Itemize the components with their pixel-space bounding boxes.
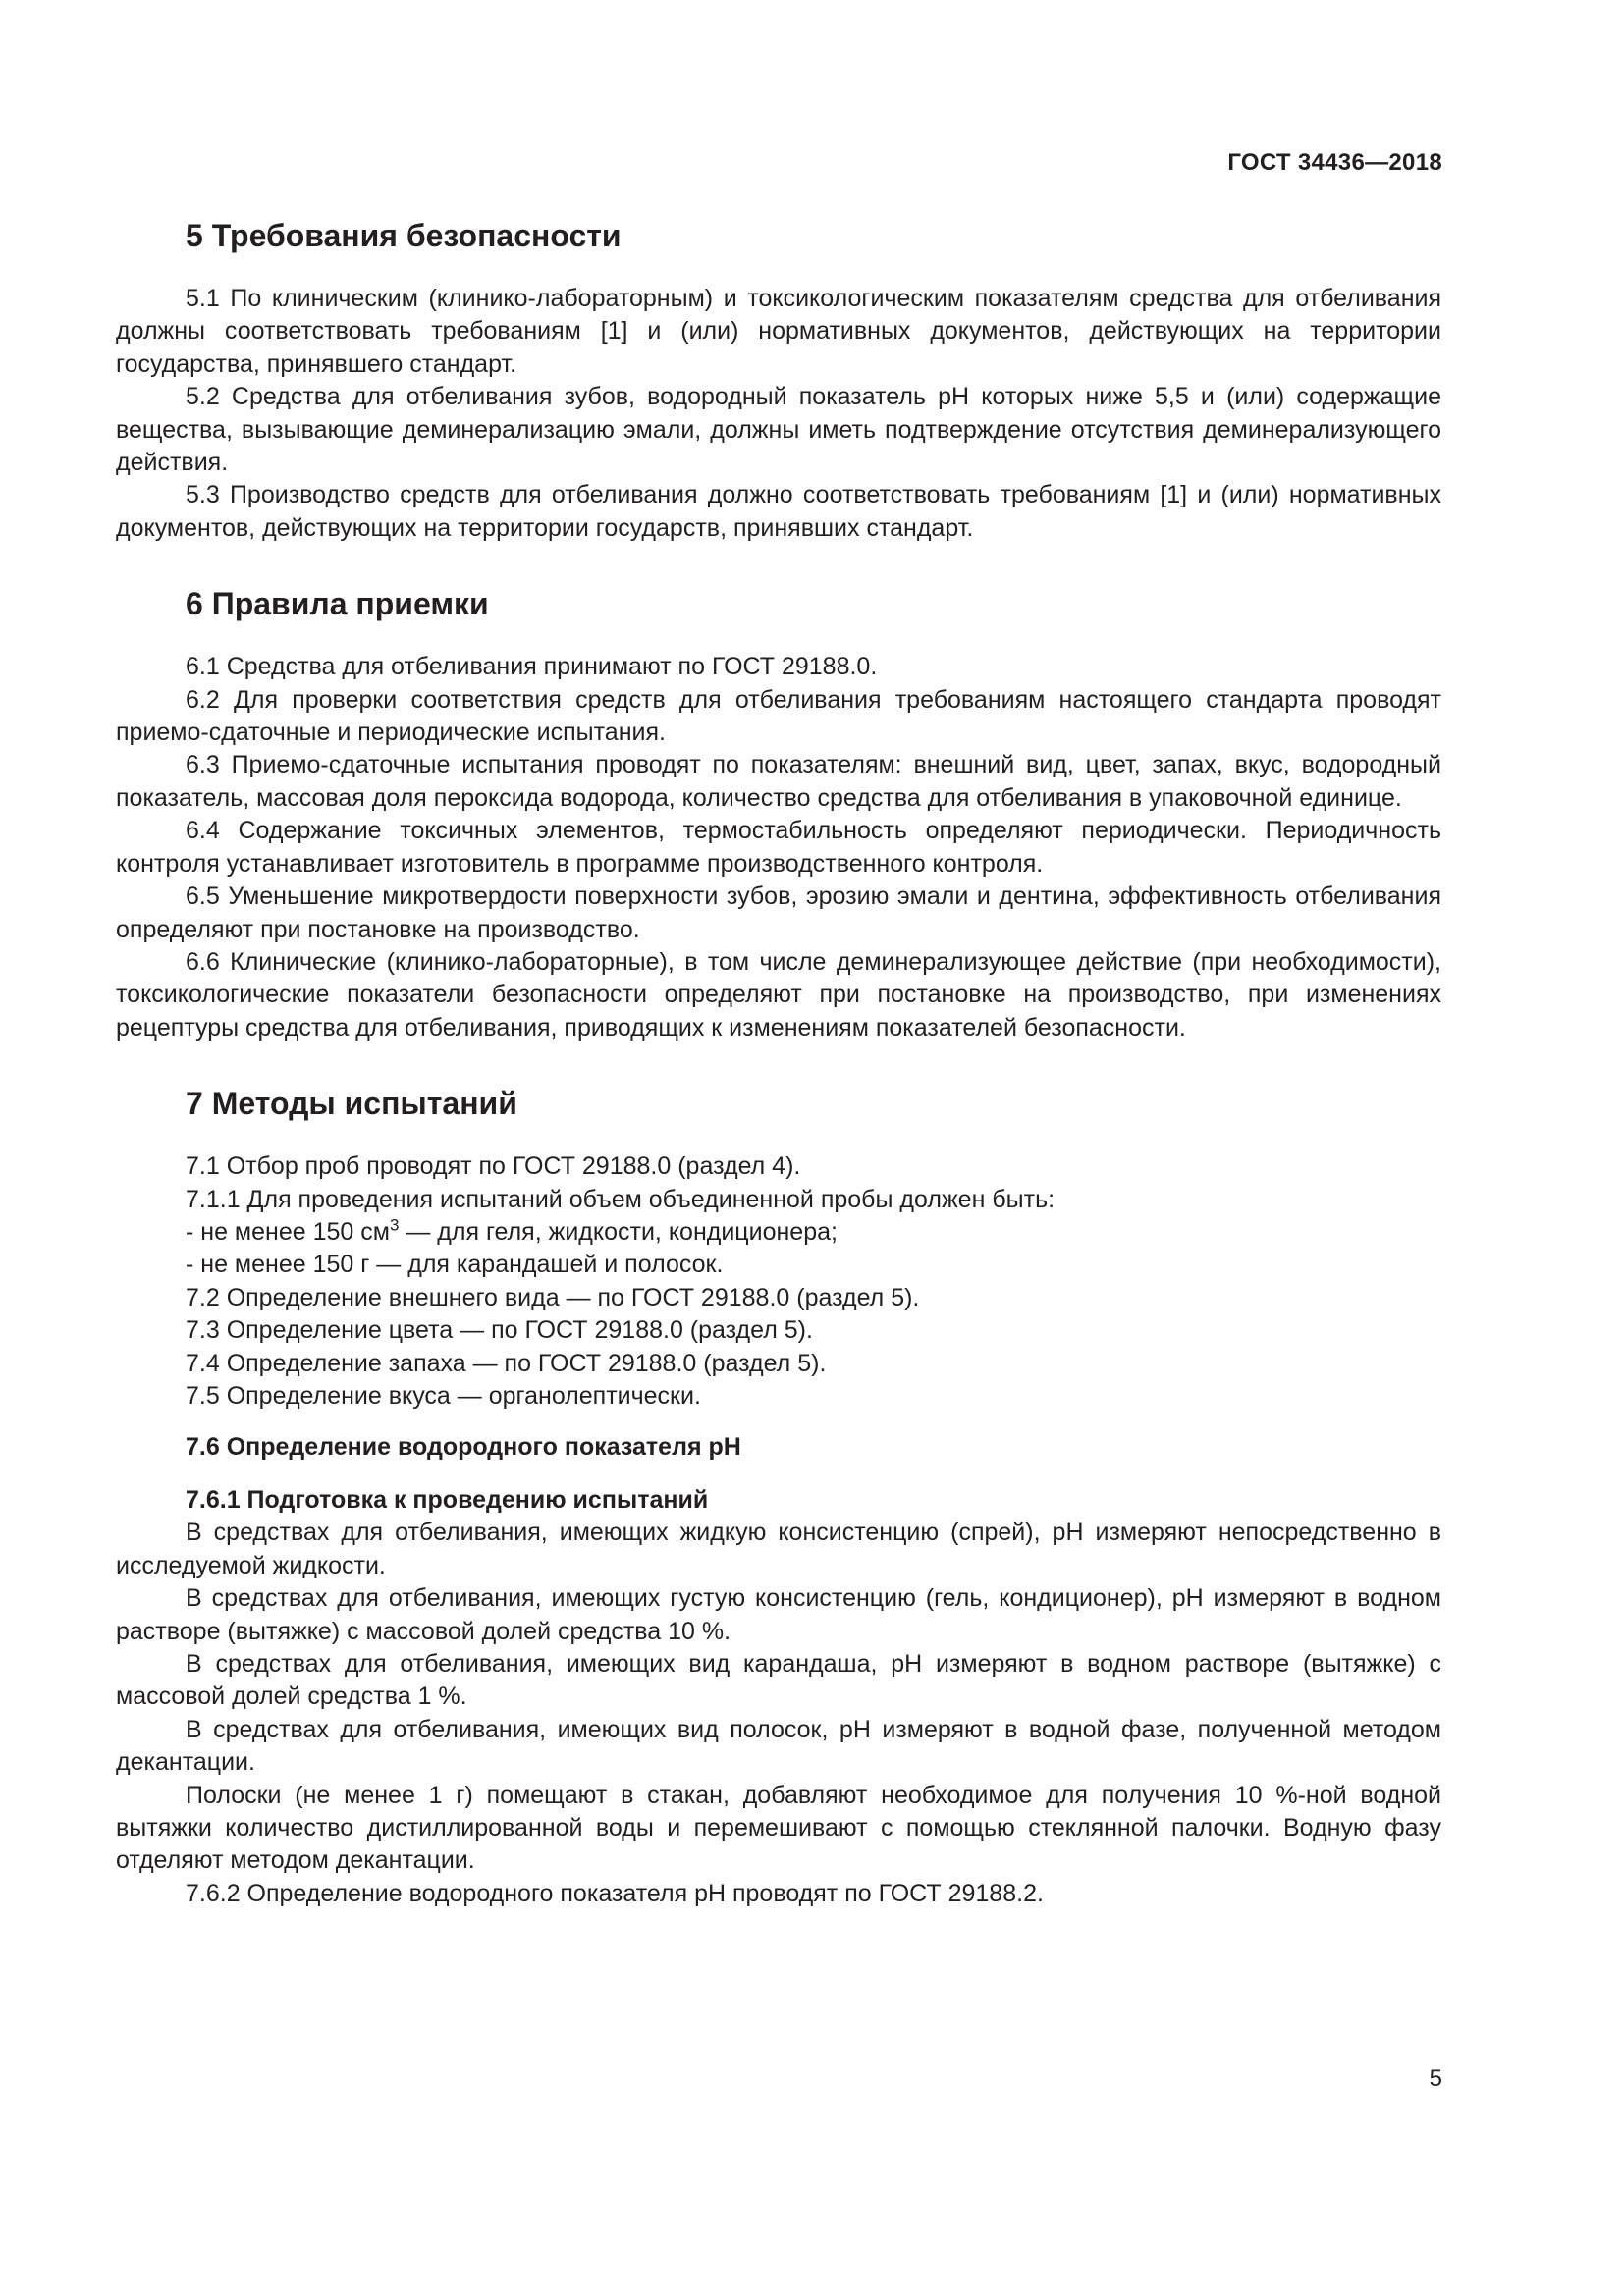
list-item-volume-text: - не менее 150 см: [186, 1217, 390, 1246]
section-5-title: 5 Требования безопасности: [186, 218, 622, 253]
paragraph-6-3: 6.3 Приемо-сдаточные испытания проводят по показателям: внешний вид, цвет, запах, вкус, водородный показатель, массовая доля пероксида водорода, количество средства для отбеливания в упаковочной единице.: [116, 751, 1441, 812]
paragraph-6-6: 6.6 Клинические (клинико-лабораторные), в том числе деминерализующее действие (при необходимости), токсикологические показатели безопасности определяют при постановке на производство, при изменениях рецептуры средства для отбеливания, приводящих к изменениям показателей безопасности.: [116, 947, 1441, 1041]
document-code-header: ГОСТ 34436—2018: [1227, 149, 1442, 176]
paragraph-7-1-1: 7.1.1 Для проведения испытаний объем объединенной пробы должен быть:: [186, 1185, 1056, 1213]
list-item-volume-rest: — для геля, жидкости, кондиционера;: [399, 1217, 838, 1246]
paragraph-5-2: 5.2 Средства для отбеливания зубов, водородный показатель pH которых ниже 5,5 и (или) содержащие вещества, вызывающие деминерализацию эмали, должны иметь подтверждение отсутствия деминерализующего действия.: [116, 383, 1441, 477]
paragraph-7-4: 7.4 Определение запаха — по ГОСТ 29188.0 (раздел 5).: [186, 1349, 827, 1377]
paragraph-6-1: 6.1 Средства для отбеливания принимают по ГОСТ 29188.0.: [186, 653, 878, 681]
list-item-volume: [116, 1216, 1441, 1249]
paragraph-strips: В средствах для отбеливания, имеющих вид полосок, pH измеряют в водной фазе, полученной методом декантации.: [116, 1715, 1441, 1777]
section-7-title: 7 Методы испытаний: [186, 1086, 517, 1122]
page-body: [116, 214, 1441, 1910]
paragraph-5-1: 5.1 По клиническим (клинико-лабораторным) и токсикологическим показателям средства для отбеливания должны соответствовать требованиям [1] и (или) нормативных документов, действующих на территории государства, принявшего стандарт.: [116, 285, 1441, 378]
paragraph-6-4: 6.4 Содержание токсичных элементов, термостабильность определяют периодически. Периодичность контроля устанавливает изготовитель в программе производственного контроля.: [116, 817, 1441, 878]
page-number: 5: [1429, 2065, 1442, 2092]
paragraph-gel: В средствах для отбеливания, имеющих густую консистенцию (гель, кондиционер), pH измеряют в водном растворе (вытяжке) с массовой долей средства 10 %.: [116, 1584, 1441, 1645]
paragraph-7-6-2: 7.6.2 Определение водородного показателя pH проводят по ГОСТ 29188.2.: [186, 1879, 1044, 1907]
paragraph-7-3: 7.3 Определение цвета — по ГОСТ 29188.0 (раздел 5).: [186, 1316, 813, 1345]
paragraph-7-5: 7.5 Определение вкуса — органолептически.: [186, 1381, 701, 1410]
list-item-mass: - не менее 150 г — для карандашей и полосок.: [186, 1251, 724, 1279]
paragraph-5-3: 5.3 Производство средств для отбеливания должно соответствовать требованиям [1] и (или) нормативных документов, действующих на территории государств, принявших стандарт.: [116, 481, 1441, 542]
subsection-7-6-1-title: 7.6.1 Подготовка к проведению испытаний: [186, 1486, 709, 1515]
subsection-7-6-title: 7.6 Определение водородного показателя pH: [186, 1433, 741, 1462]
paragraph-spray: В средствах для отбеливания, имеющих жидкую консистенцию (спрей), pH измеряют непосредственно в исследуемой жидкости.: [116, 1519, 1441, 1579]
superscript-cube: 3: [389, 1215, 400, 1235]
paragraph-7-2: 7.2 Определение внешнего вида — по ГОСТ 29188.0 (раздел 5).: [186, 1283, 920, 1311]
paragraph-strips-procedure: Полоски (не менее 1 г) помещают в стакан, добавляют необходимое для получения 10 %-ной водной вытяжки количество дистиллированной воды и перемешивают с помощью стеклянной палочки. Водную фазу отделяют методом декантации.: [116, 1781, 1441, 1875]
paragraph-6-2: 6.2 Для проверки соответствия средств для отбеливания требованиям настоящего стандарта проводят приемо-сдаточные и периодические испытания.: [116, 685, 1441, 747]
section-6-title: 6 Правила приемки: [186, 586, 489, 622]
paragraph-7-1: 7.1 Отбор проб проводят по ГОСТ 29188.0 (раздел 4).: [186, 1152, 801, 1181]
paragraph-6-5: 6.5 Уменьшение микротвердости поверхности зубов, эрозию эмали и дентина, эффективность отбеливания определяют при постановке на производство.: [116, 882, 1441, 943]
paragraph-pencil: В средствах для отбеливания, имеющих вид карандаша, pH измеряют в водном растворе (вытяжке) с массовой долей средства 1 %.: [116, 1650, 1441, 1711]
